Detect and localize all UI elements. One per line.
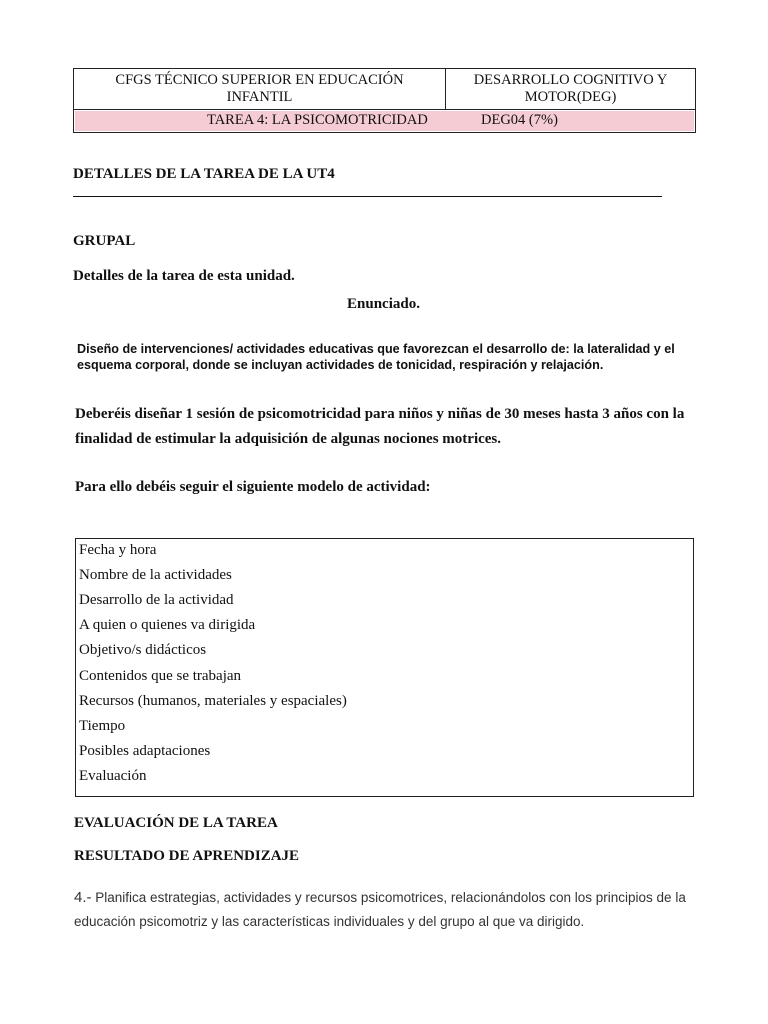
header-row (74, 69, 695, 110)
list-item: Objetivo/s didácticos (79, 642, 207, 658)
cycle-cell (74, 69, 446, 109)
learning-outcome-number: 4.- (74, 889, 92, 906)
statement-label: Enunciado. (347, 296, 420, 312)
list-item: A quien o quienes va dirigida (79, 617, 256, 633)
design-paragraph: Diseño de intervenciones/ actividades educativas que favorezcan el desarrollo de: la lateralidad y el esquema corporal, donde se incluyan actividades de tonicidad, respiración y relajación. (77, 342, 675, 372)
list-item: Contenidos que se trabajan (79, 668, 242, 684)
group-label: GRUPAL (73, 233, 136, 249)
list-item: Posibles adaptaciones (79, 743, 211, 759)
evaluation-title: EVALUACIÓN DE LA TAREA (74, 815, 278, 831)
learning-outcome (74, 886, 714, 934)
list-item: Recursos (humanos, materiales y espaciales) (79, 693, 347, 709)
title-underline (73, 196, 662, 197)
learning-outcome-text: Planifica estrategias, actividades y recursos psicomotrices, relacionándolos con los principios de la educación psicomotriz y las características individuales y del grupo al que va dirigido. (74, 890, 686, 929)
activity-model-box (75, 538, 694, 797)
header-table (73, 68, 696, 133)
list-item: Evaluación (79, 768, 147, 784)
task-code: DEG04 (7%) (481, 112, 558, 128)
section-title: DETALLES DE LA TAREA DE LA UT4 (73, 166, 335, 182)
learning-outcome-title: RESULTADO DE APRENDIZAJE (74, 848, 300, 864)
cycle-name: CFGS TÉCNICO SUPERIOR EN EDUCACIÓN INFANTIL (115, 72, 404, 105)
details-intro: Detalles de la tarea de esta unidad. (73, 268, 295, 284)
list-item: Desarrollo de la actividad (79, 592, 234, 608)
module-cell (446, 69, 695, 109)
list-item: Tiempo (79, 718, 126, 734)
task-name: TAREA 4: LA PSICOMOTRICIDAD (207, 112, 428, 128)
module-name: DESARROLLO COGNITIVO Y MOTOR(DEG) (473, 72, 668, 105)
session-paragraph: Deberéis diseñar 1 sesión de psicomotricidad para niños y niñas de 30 meses hasta 3 años con la finalidad de estimular la adquisición de algunas nociones motrices. (75, 406, 685, 447)
list-item: Nombre de la actividades (79, 567, 232, 583)
model-intro: Para ello debéis seguir el siguiente modelo de actividad: (75, 479, 431, 495)
task-band (75, 111, 694, 131)
list-item: Fecha y hora (79, 542, 157, 558)
